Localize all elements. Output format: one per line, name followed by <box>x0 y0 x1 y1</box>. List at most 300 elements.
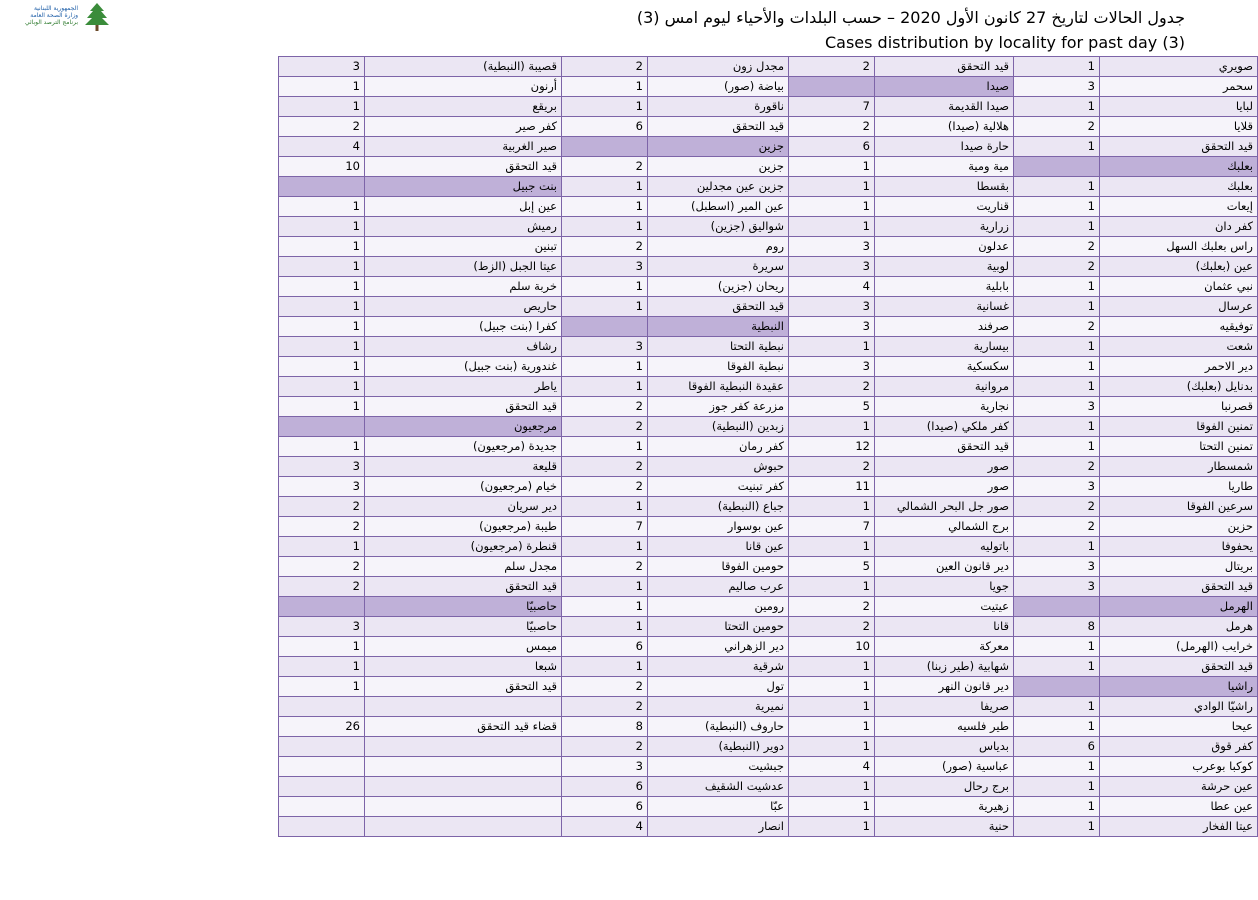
case-count: 1 <box>1014 177 1100 197</box>
case-count: 3 <box>1014 577 1100 597</box>
case-count <box>279 817 365 837</box>
locality-name: نجارية <box>875 397 1014 417</box>
case-count <box>1014 157 1100 177</box>
case-count: 1 <box>279 77 365 97</box>
locality-name: قيد التحقق <box>648 117 789 137</box>
case-count: 1 <box>562 357 648 377</box>
case-count: 1 <box>279 397 365 417</box>
page-title-english: Cases distribution by locality for past day (3) <box>824 33 1185 52</box>
case-count: 2 <box>562 397 648 417</box>
case-count: 1 <box>279 657 365 677</box>
case-count: 2 <box>1014 317 1100 337</box>
locality-name: حزين <box>1100 517 1258 537</box>
locality-name: شمسطار <box>1100 457 1258 477</box>
locality-name: رميش <box>365 217 562 237</box>
case-count: 1 <box>562 617 648 637</box>
case-count: 10 <box>279 157 365 177</box>
locality-name: روم <box>648 237 789 257</box>
case-count: 4 <box>279 137 365 157</box>
district-heading: راشيا <box>1100 677 1258 697</box>
locality-name: حنية <box>875 817 1014 837</box>
case-count <box>279 697 365 717</box>
case-count: 8 <box>1014 617 1100 637</box>
locality-name: كفر صير <box>365 117 562 137</box>
table-row <box>279 397 1258 417</box>
table-row <box>279 537 1258 557</box>
locality-name: عرسال <box>1100 297 1258 317</box>
case-count: 2 <box>789 597 875 617</box>
locality-name: حاريص <box>365 297 562 317</box>
case-count: 1 <box>279 337 365 357</box>
district-heading: مرجعيون <box>365 417 562 437</box>
case-count: 6 <box>562 637 648 657</box>
locality-name: عباسية (صور) <box>875 757 1014 777</box>
case-count: 4 <box>789 757 875 777</box>
case-count: 1 <box>279 637 365 657</box>
case-count: 1 <box>562 537 648 557</box>
logo-text <box>16 5 78 26</box>
locality-name: قيد التحقق <box>875 437 1014 457</box>
case-count: 1 <box>789 177 875 197</box>
table-row <box>279 197 1258 217</box>
locality-name: غسانية <box>875 297 1014 317</box>
locality-name: راشيّا الوادي <box>1100 697 1258 717</box>
locality-name: سحمر <box>1100 77 1258 97</box>
locality-name: قانا <box>875 617 1014 637</box>
case-count: 1 <box>789 797 875 817</box>
table-row <box>279 817 1258 837</box>
locality-name: نميرية <box>648 697 789 717</box>
locality-name: شبعا <box>365 657 562 677</box>
case-count: 12 <box>789 437 875 457</box>
locality-name: هرمل <box>1100 617 1258 637</box>
case-count: 3 <box>789 257 875 277</box>
case-count: 1 <box>1014 337 1100 357</box>
locality-name: غندورية (بنت جبيل) <box>365 357 562 377</box>
district-heading: صيدا <box>875 77 1014 97</box>
case-count: 1 <box>789 337 875 357</box>
case-count: 1 <box>1014 637 1100 657</box>
case-count <box>562 317 648 337</box>
case-count: 1 <box>562 577 648 597</box>
case-count: 1 <box>279 297 365 317</box>
locality-name: دير الاحمر <box>1100 357 1258 377</box>
case-count: 2 <box>1014 457 1100 477</box>
case-count <box>1014 597 1100 617</box>
case-count: 1 <box>279 97 365 117</box>
table-row <box>279 697 1258 717</box>
table-row <box>279 637 1258 657</box>
case-count <box>279 417 365 437</box>
locality-name <box>365 817 562 837</box>
case-count <box>279 757 365 777</box>
table-row <box>279 57 1258 77</box>
locality-name: ياطر <box>365 377 562 397</box>
case-count <box>279 597 365 617</box>
locality-name: حومين التحتا <box>648 617 789 637</box>
locality-name: تول <box>648 677 789 697</box>
case-count: 6 <box>789 137 875 157</box>
case-count: 1 <box>279 677 365 697</box>
locality-name: زبدين (النبطية) <box>648 417 789 437</box>
locality-name: عين المير (اسطبل) <box>648 197 789 217</box>
locality-name: عدلون <box>875 237 1014 257</box>
case-count: 1 <box>279 257 365 277</box>
locality-name: راس بعلبك السهل <box>1100 237 1258 257</box>
locality-name: صيدا القديمة <box>875 97 1014 117</box>
locality-name: حاروف (النبطية) <box>648 717 789 737</box>
district-heading: النبطية <box>648 317 789 337</box>
locality-name: بابلية <box>875 277 1014 297</box>
case-count: 2 <box>1014 117 1100 137</box>
locality-name: رشاف <box>365 337 562 357</box>
case-count: 2 <box>789 377 875 397</box>
locality-name: دير سريان <box>365 497 562 517</box>
case-count: 6 <box>562 797 648 817</box>
case-count: 1 <box>1014 277 1100 297</box>
case-count: 7 <box>562 517 648 537</box>
locality-name: إيعات <box>1100 197 1258 217</box>
table-row <box>279 437 1258 457</box>
case-count: 1 <box>562 657 648 677</box>
table-row <box>279 137 1258 157</box>
case-count: 1 <box>789 577 875 597</box>
table-row <box>279 337 1258 357</box>
locality-name: مزرعة كفر جوز <box>648 397 789 417</box>
case-count: 3 <box>279 477 365 497</box>
case-count: 1 <box>1014 57 1100 77</box>
case-count: 2 <box>562 737 648 757</box>
case-count: 1 <box>562 97 648 117</box>
case-count: 1 <box>279 357 365 377</box>
case-count: 2 <box>279 517 365 537</box>
locality-name: قيد التحقق <box>1100 137 1258 157</box>
locality-name: نبطية التحتا <box>648 337 789 357</box>
locality-name: قليعة <box>365 457 562 477</box>
case-count: 1 <box>1014 757 1100 777</box>
case-count: 1 <box>789 157 875 177</box>
case-count: 3 <box>1014 557 1100 577</box>
locality-name: قصرنبا <box>1100 397 1258 417</box>
case-count: 10 <box>789 637 875 657</box>
case-count: 3 <box>562 757 648 777</box>
locality-name: تمنين الفوقا <box>1100 417 1258 437</box>
table-row <box>279 117 1258 137</box>
locality-name: بعلبك <box>1100 177 1258 197</box>
case-count: 1 <box>1014 197 1100 217</box>
locality-name: بقسطا <box>875 177 1014 197</box>
locality-name: عين عطا <box>1100 797 1258 817</box>
case-count: 1 <box>1014 297 1100 317</box>
case-count: 1 <box>562 437 648 457</box>
case-count: 3 <box>562 337 648 357</box>
case-count <box>279 777 365 797</box>
locality-name: قيد التحقق <box>875 57 1014 77</box>
locality-name: صويري <box>1100 57 1258 77</box>
locality-name: مجدل سلم <box>365 557 562 577</box>
locality-name: صور جل البحر الشمالي <box>875 497 1014 517</box>
locality-name: بيسارية <box>875 337 1014 357</box>
locality-name <box>365 777 562 797</box>
case-count: 1 <box>279 377 365 397</box>
case-count: 2 <box>789 117 875 137</box>
case-count: 1 <box>789 537 875 557</box>
case-count: 1 <box>1014 417 1100 437</box>
locality-name: عقيدة النبطية الفوقا <box>648 377 789 397</box>
locality-name <box>365 757 562 777</box>
case-count <box>279 177 365 197</box>
case-count: 1 <box>789 777 875 797</box>
case-count: 2 <box>562 677 648 697</box>
table-row <box>279 777 1258 797</box>
locality-name: سكسكية <box>875 357 1014 377</box>
locality-name: قصيبة (النبطية) <box>365 57 562 77</box>
locality-name: صريفا <box>875 697 1014 717</box>
table-row <box>279 357 1258 377</box>
case-count: 3 <box>789 317 875 337</box>
locality-name: حاصبيّا <box>365 617 562 637</box>
table-row <box>279 257 1258 277</box>
district-heading: الهرمل <box>1100 597 1258 617</box>
locality-name: شهابية (طير زبنا) <box>875 657 1014 677</box>
case-count: 1 <box>789 197 875 217</box>
locality-name: عرب صاليم <box>648 577 789 597</box>
case-count: 1 <box>1014 537 1100 557</box>
case-count: 2 <box>789 617 875 637</box>
locality-name: دوير (النبطية) <box>648 737 789 757</box>
locality-name: عدشيت الشقيف <box>648 777 789 797</box>
case-count: 1 <box>562 277 648 297</box>
district-heading: جزين <box>648 137 789 157</box>
locality-name: عين حرشة <box>1100 777 1258 797</box>
table-row <box>279 557 1258 577</box>
locality-name: يحفوفا <box>1100 537 1258 557</box>
case-count: 3 <box>562 257 648 277</box>
locality-name: باتوليه <box>875 537 1014 557</box>
case-count <box>1014 677 1100 697</box>
locality-name: برج الشمالي <box>875 517 1014 537</box>
ministry-logo <box>8 2 108 32</box>
locality-name: صرفند <box>875 317 1014 337</box>
locality-name: قيد التحقق <box>1100 577 1258 597</box>
case-count: 3 <box>279 617 365 637</box>
case-count: 3 <box>279 57 365 77</box>
locality-name: عيحا <box>1100 717 1258 737</box>
locality-name: صور <box>875 477 1014 497</box>
locality-name: قلايا <box>1100 117 1258 137</box>
case-count: 2 <box>1014 257 1100 277</box>
locality-name: كفر قوق <box>1100 737 1258 757</box>
case-count: 1 <box>1014 657 1100 677</box>
locality-name: حارة صيدا <box>875 137 1014 157</box>
case-count: 6 <box>1014 737 1100 757</box>
case-count: 1 <box>789 417 875 437</box>
locality-name: كفرا (بنت جبيل) <box>365 317 562 337</box>
case-count: 3 <box>789 357 875 377</box>
locality-name: شعت <box>1100 337 1258 357</box>
locality-name: عيتيت <box>875 597 1014 617</box>
case-count: 2 <box>562 557 648 577</box>
locality-name: جويا <box>875 577 1014 597</box>
case-count: 1 <box>1014 377 1100 397</box>
case-count: 6 <box>562 777 648 797</box>
table-row <box>279 617 1258 637</box>
case-count: 1 <box>562 297 648 317</box>
locality-name: قناريت <box>875 197 1014 217</box>
table-row <box>279 217 1258 237</box>
locality-name: بريقع <box>365 97 562 117</box>
locality-name: كفر تبنيت <box>648 477 789 497</box>
table-row <box>279 157 1258 177</box>
case-count: 1 <box>279 237 365 257</box>
case-count: 1 <box>279 437 365 457</box>
locality-name: ميمس <box>365 637 562 657</box>
case-count: 2 <box>562 237 648 257</box>
table-row <box>279 297 1258 317</box>
locality-name: كفر رمان <box>648 437 789 457</box>
locality-name: خربة سلم <box>365 277 562 297</box>
locality-name: مروانية <box>875 377 1014 397</box>
locality-name: حومين الفوقا <box>648 557 789 577</box>
case-count: 1 <box>562 377 648 397</box>
locality-name: دير الزهراني <box>648 637 789 657</box>
locality-name <box>365 737 562 757</box>
locality-name: عبّا <box>648 797 789 817</box>
locality-name: أرنون <box>365 77 562 97</box>
case-count: 2 <box>562 477 648 497</box>
case-count: 1 <box>1014 137 1100 157</box>
locality-name: شرقية <box>648 657 789 677</box>
locality-name: كوكبا بوعرب <box>1100 757 1258 777</box>
locality-name: نبي عثمان <box>1100 277 1258 297</box>
locality-name: حبوش <box>648 457 789 477</box>
case-count: 3 <box>279 457 365 477</box>
table-row <box>279 677 1258 697</box>
locality-name: تبنين <box>365 237 562 257</box>
case-count <box>789 77 875 97</box>
locality-name: بدياس <box>875 737 1014 757</box>
case-count: 1 <box>562 197 648 217</box>
locality-name: مية ومية <box>875 157 1014 177</box>
locality-name: قنطرة (مرجعيون) <box>365 537 562 557</box>
case-count <box>562 137 648 157</box>
locality-name: رومين <box>648 597 789 617</box>
table-row <box>279 377 1258 397</box>
logo-line-1: الجمهورية اللبنانية <box>33 5 78 12</box>
case-count: 1 <box>1014 97 1100 117</box>
case-count <box>279 797 365 817</box>
case-count: 1 <box>1014 437 1100 457</box>
locality-name: عين (بعلبك) <box>1100 257 1258 277</box>
case-count: 11 <box>789 477 875 497</box>
case-count: 1 <box>279 217 365 237</box>
case-count: 1 <box>1014 357 1100 377</box>
locality-name: مجدل زون <box>648 57 789 77</box>
case-count: 1 <box>279 197 365 217</box>
case-count: 1 <box>789 817 875 837</box>
case-count: 1 <box>279 537 365 557</box>
locality-name: جبشيت <box>648 757 789 777</box>
district-heading: حاصبيّا <box>365 597 562 617</box>
table-row <box>279 477 1258 497</box>
locality-name: خرايب (الهرمل) <box>1100 637 1258 657</box>
locality-name: عين قانا <box>648 537 789 557</box>
locality-name: بريتال <box>1100 557 1258 577</box>
locality-name: زرارية <box>875 217 1014 237</box>
case-count: 1 <box>562 77 648 97</box>
locality-name <box>365 697 562 717</box>
page-title-arabic: جدول الحالات لتاريخ 27 كانون الأول 2020 – حسب البلدات والأحياء ليوم امس (3) <box>636 8 1185 27</box>
locality-name: دير قانون النهر <box>875 677 1014 697</box>
case-count: 2 <box>562 417 648 437</box>
table-row <box>279 757 1258 777</box>
locality-name: هلالية (صيدا) <box>875 117 1014 137</box>
table-row <box>279 317 1258 337</box>
locality-name: بياضة (صور) <box>648 77 789 97</box>
case-count: 1 <box>789 657 875 677</box>
logo-line-3: برنامج الترصد الوبائي <box>24 19 78 26</box>
locality-name: قضاء قيد التحقق <box>365 717 562 737</box>
locality-name: عين بوسوار <box>648 517 789 537</box>
case-count: 4 <box>562 817 648 837</box>
case-count: 1 <box>789 217 875 237</box>
case-count: 3 <box>1014 397 1100 417</box>
case-count: 2 <box>562 157 648 177</box>
case-count: 1 <box>562 497 648 517</box>
table-row <box>279 277 1258 297</box>
locality-name: لبايا <box>1100 97 1258 117</box>
case-count: 2 <box>562 697 648 717</box>
locality-name: خيام (مرجعيون) <box>365 477 562 497</box>
table-row <box>279 457 1258 477</box>
case-count: 2 <box>562 457 648 477</box>
table-row <box>279 97 1258 117</box>
locality-name: قيد التحقق <box>365 677 562 697</box>
case-count: 3 <box>1014 77 1100 97</box>
case-count: 3 <box>789 297 875 317</box>
locality-name: سريرة <box>648 257 789 277</box>
locality-name: جزين <box>648 157 789 177</box>
locality-name: قيد التحقق <box>365 577 562 597</box>
locality-name: توفيقيه <box>1100 317 1258 337</box>
case-count: 1 <box>789 737 875 757</box>
locality-name: بدنايل (بعلبك) <box>1100 377 1258 397</box>
locality-name: كفر ملكي (صيدا) <box>875 417 1014 437</box>
table-row <box>279 717 1258 737</box>
locality-name: عيتا الجبل (الزط) <box>365 257 562 277</box>
case-count: 2 <box>1014 517 1100 537</box>
locality-name: قيد التحقق <box>365 157 562 177</box>
case-count: 2 <box>279 497 365 517</box>
case-count: 6 <box>562 117 648 137</box>
cedar-icon <box>82 2 112 32</box>
case-count: 2 <box>789 457 875 477</box>
case-count: 1 <box>789 717 875 737</box>
case-count: 2 <box>562 57 648 77</box>
locality-name: طاريا <box>1100 477 1258 497</box>
locality-name: صور <box>875 457 1014 477</box>
case-count: 1 <box>1014 717 1100 737</box>
table-row <box>279 597 1258 617</box>
case-count: 1 <box>1014 217 1100 237</box>
locality-name: سرعين الفوقا <box>1100 497 1258 517</box>
case-count: 8 <box>562 717 648 737</box>
locality-name: جزين عين مجدلين <box>648 177 789 197</box>
case-count: 4 <box>789 277 875 297</box>
table-row <box>279 417 1258 437</box>
case-count: 1 <box>279 317 365 337</box>
case-count: 1 <box>562 177 648 197</box>
